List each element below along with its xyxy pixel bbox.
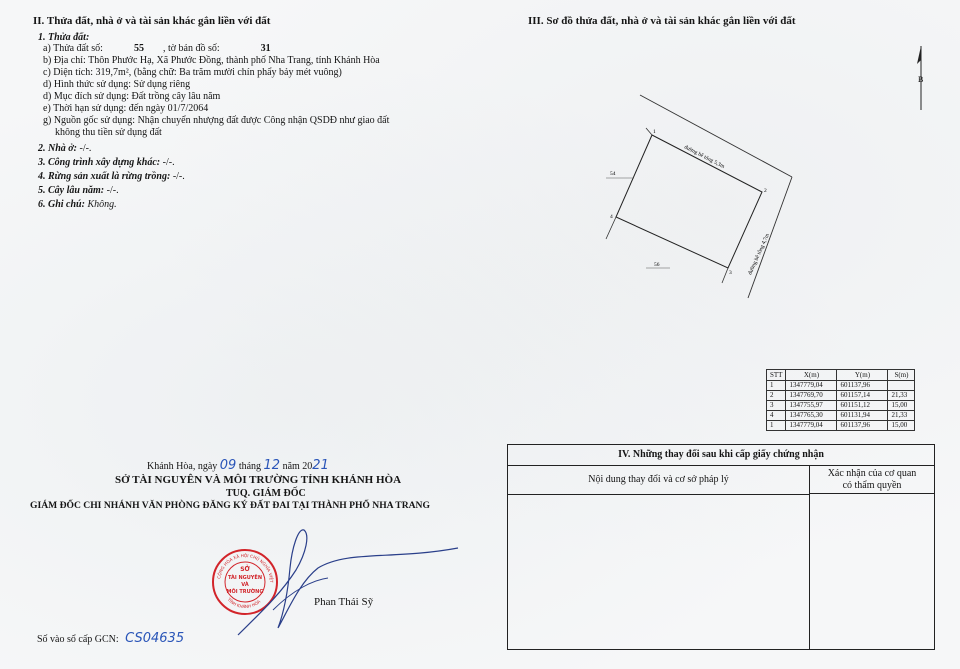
coordinates-header-row	[767, 370, 915, 381]
item-perennial	[38, 185, 119, 197]
item-house-label: 2. Nhà ở:	[38, 143, 77, 154]
cell: 1	[767, 421, 786, 431]
department-name: SỞ TÀI NGUYÊN VÀ MÔI TRƯỜNG TỈNH KHÁNH HÒA	[115, 474, 402, 486]
item-forest	[38, 171, 185, 183]
cell: 15,00	[888, 421, 915, 431]
gcn-entry	[37, 633, 184, 646]
item-note-label: 6. Ghi chú:	[38, 199, 85, 210]
parcel-label: a) Thửa đất số:	[43, 43, 103, 54]
cell: 601137,96	[837, 381, 888, 391]
changes-title: IV. Những thay đổi sau khi cấp giấy chứng nhận	[508, 445, 934, 466]
col-y: Y(m)	[837, 370, 888, 381]
signature-scribble	[218, 520, 468, 650]
month-label: tháng	[238, 461, 262, 472]
seal-so: SỞ	[240, 566, 250, 573]
neighbor-56-label: 56	[654, 262, 660, 268]
coordinates-table	[766, 369, 915, 431]
item-forest-label: 4. Rừng sản xuất là rừng trồng:	[38, 171, 171, 182]
item-house-value: -/-.	[76, 143, 92, 154]
item-construction-value: -/-.	[160, 157, 175, 168]
issue-date	[147, 460, 329, 473]
seal-line-1: TÀI NGUYÊN	[227, 575, 263, 581]
changes-table	[507, 444, 935, 650]
table-row	[767, 421, 915, 431]
seal-ring-bottom: TỈNH KHÁNH HÒA	[226, 596, 262, 610]
section-ii-title: II. Thửa đất, nhà ở và tài sản khác gắn liền với đất	[33, 15, 271, 27]
cell: 601157,14	[837, 391, 888, 401]
cell	[888, 381, 915, 391]
cell: 1347765,30	[786, 411, 837, 421]
signer-name: Phan Thái Sỹ	[314, 596, 374, 608]
seal-ring-top: CỘNG HÒA XÃ HỘI CHỦ NGHĨA VIỆT	[216, 552, 275, 583]
cell: 21,33	[888, 391, 915, 401]
item-note	[38, 199, 117, 211]
cell: 15,00	[888, 401, 915, 411]
item-perennial-label: 5. Cây lâu năm:	[38, 185, 105, 196]
cell: 601131,94	[837, 411, 888, 421]
changes-confirm-header	[810, 465, 934, 494]
gcn-number: CS04635	[125, 631, 185, 646]
table-row	[767, 381, 915, 391]
land-heading: 1. Thửa đất:	[38, 32, 90, 43]
use-form-line: d) Hình thức sử dụng: Sử dụng riêng	[43, 79, 191, 90]
origin-line-2: không thu tiền sử dụng đất	[55, 127, 162, 138]
road-top-label: đường bê tông 5,3m	[683, 144, 726, 170]
cell: 601137,96	[837, 421, 888, 431]
vertex-2: 2	[764, 188, 767, 194]
cell: 3	[767, 401, 786, 411]
cell: 4	[767, 411, 786, 421]
north-label: B	[918, 75, 924, 84]
address-line: b) Địa chỉ: Thôn Phước Hạ, Xã Phước Đồng, thành phố Nha Trang, tỉnh Khánh Hòa	[43, 55, 380, 66]
vertex-1: 1	[653, 129, 656, 135]
vertex-4: 4	[610, 214, 613, 220]
director-title: GIÁM ĐỐC CHI NHÁNH VĂN PHÒNG ĐĂNG KÝ ĐẤT ĐAI TẠI THÀNH PHỐ NHA TRANG	[30, 500, 430, 511]
gcn-label: Số vào sổ cấp GCN:	[37, 634, 119, 645]
confirm-header-line-1: Xác nhận của cơ quan	[827, 468, 917, 479]
confirm-header-line-2: có thẩm quyền	[842, 480, 902, 491]
item-forest-value: -/-.	[170, 171, 185, 182]
col-s: S(m)	[888, 370, 915, 381]
parcel-number: 55	[133, 43, 144, 54]
section-iii-title: III. Sơ đồ thửa đất, nhà ở và tài sản khác gắn liền với đất	[528, 15, 796, 27]
cell: 601151,12	[837, 401, 888, 411]
item-note-value: Không.	[84, 199, 117, 210]
parcel-line	[43, 43, 271, 55]
parcel-diagram	[590, 40, 950, 360]
table-row	[767, 391, 915, 401]
origin-line: g) Nguồn gốc sử dụng: Nhận chuyển nhượng đất được Công nhận QSDĐ như giao đất	[43, 115, 390, 126]
table-row	[767, 411, 915, 421]
cell: 1	[767, 381, 786, 391]
issue-year: 21	[312, 458, 329, 473]
item-construction-label: 3. Công trình xây dựng khác:	[38, 157, 161, 168]
use-purpose-line: d) Mục đích sử dụng: Đất trồng cây lâu năm	[43, 91, 221, 102]
tuq-title: TUQ. GIÁM ĐỐC	[226, 488, 306, 499]
vertex-3: 3	[729, 270, 732, 276]
neighbor-54-label: 54	[610, 171, 616, 177]
cell: 1347779,04	[786, 381, 837, 391]
seal-line-3: MÔI TRƯỜNG	[226, 589, 264, 595]
road-right-edge	[748, 177, 792, 298]
table-row	[767, 401, 915, 411]
cell: 1347755,97	[786, 401, 837, 411]
item-other-construction	[38, 157, 175, 169]
north-arrow-icon	[917, 46, 923, 110]
cell: 2	[767, 391, 786, 401]
year-label: năm 20	[282, 461, 313, 472]
cell: 1347779,04	[786, 421, 837, 431]
cell: 21,33	[888, 411, 915, 421]
parcel-outline	[616, 135, 762, 268]
map-label: , tờ bản đồ số:	[162, 43, 220, 54]
issue-day: 09	[219, 458, 237, 473]
item-house	[38, 143, 91, 155]
issue-place: Khánh Hòa, ngày	[147, 461, 218, 472]
seal-line-2: VÀ	[241, 582, 249, 588]
column-divider	[809, 494, 810, 649]
road-right-label: đường bê tông 4,7m	[747, 232, 771, 276]
area-line: c) Diện tích: 319,7m², (bằng chữ: Ba trăm mười chín phẩy bảy mét vuông)	[43, 67, 342, 78]
col-x: X(m)	[786, 370, 837, 381]
item-perennial-value: -/-.	[104, 185, 119, 196]
issue-month: 12	[263, 458, 281, 473]
use-term-line: e) Thời hạn sử dụng: đến ngày 01/7/2064	[43, 103, 209, 114]
cell: 1347769,70	[786, 391, 837, 401]
map-number: 31	[260, 43, 271, 54]
col-stt: STT	[767, 370, 786, 381]
changes-content-header: Nội dung thay đổi và cơ sở pháp lý	[508, 465, 810, 495]
